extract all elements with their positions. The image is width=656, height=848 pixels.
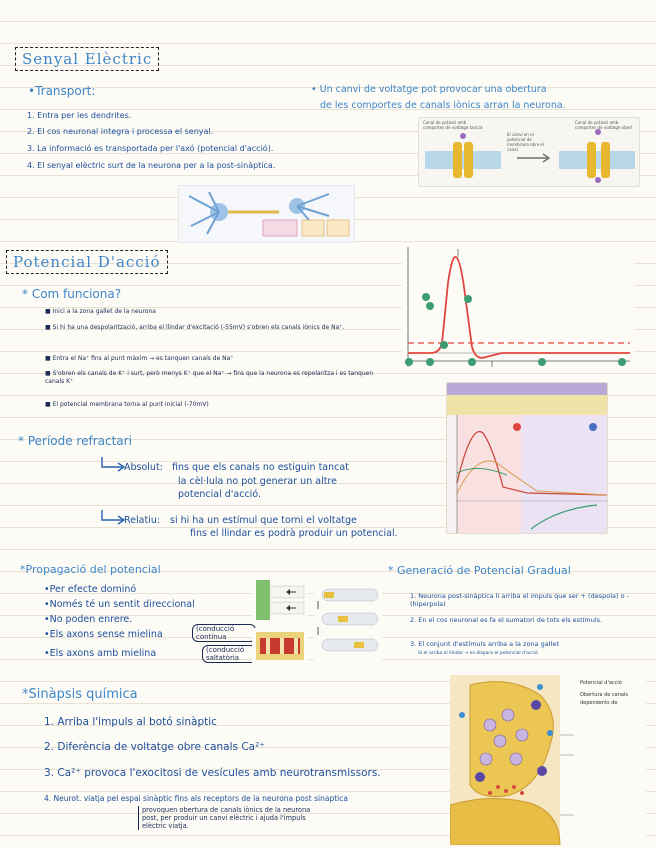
propagation-figure-right [314, 583, 382, 667]
neuron-transport-figure [178, 185, 355, 243]
propagacio-bullet-5: •Els axons amb mielina [44, 648, 157, 659]
section-title-senyal: Senyal Elèctric [15, 47, 159, 71]
channel-fig-left-label: Canal de potassi amb comportes de voltatge tancat [423, 120, 483, 130]
transport-step-2: 2. El cos neuronal integra i processa el senyal. [27, 127, 214, 136]
sinapsis-step-3: 3. Ca²⁺ provoca l'exocitosi de vesícules amb neurotransmissors. [44, 767, 381, 779]
chemical-synapse-figure [450, 675, 646, 845]
potencial-item-2: ■ Si hi ha una despolarització, arriba el llindar d'excitació (-55mV) s'obren els canals iònics de Na⁺. [45, 324, 345, 331]
pill-conduccio-saltatoria: (conducció saltatòria [202, 645, 262, 663]
com-funciona-heading: * Com funciona? [22, 287, 122, 301]
sinapsis-step4-box-line-2: post, per produir un canvi elèctric i ajuda l'impuls [142, 814, 306, 822]
generacio-item-2: 2. En el cos neuronal es fa el sumatori de tots els estímuls. [410, 616, 603, 624]
sinapsis-step4-box-line-3: elèctric viatja. [142, 822, 189, 830]
periode-refractari-heading: * Període refractari [18, 434, 132, 448]
channel-fig-right-label: Canal de potassi amb comportes de voltatge obert [575, 120, 633, 130]
sinapsis-step-1: 1. Arriba l'impuls al botó sinàptic [44, 716, 217, 728]
pill-conduccio-continua: (conducció contínua [192, 624, 256, 642]
transport-heading: •Transport: [28, 84, 96, 98]
synapse-fig-label-1: Potencial d'acció [580, 680, 622, 686]
channel-fig-middle-label: El canvi en el potencial de membrana obre el canal [507, 132, 544, 152]
potencial-item-2-text: Si hi ha una despolarització, arriba el llindar d'excitació (-55mV) s'obren els canals iònics de Na⁺. [52, 324, 345, 331]
propagation-figure-top [252, 578, 308, 622]
sinapsis-step4-box [138, 806, 412, 830]
transport-step-1: 1. Entra per les dendrites. [27, 111, 132, 120]
generacio-heading: * Generació de Potencial Gradual [388, 564, 571, 577]
absolut-line-2: la cèl·lula no pot generar un altre [178, 476, 337, 487]
relatiu-line-2: fins el llindar es podrà produir un potencial. [190, 528, 398, 539]
potencial-item-4: ■ S'obren els canals de K⁺ i surt, però menys K⁺ que el Na⁺ → fins que la neurona es repolaritza i es tanquen canals K⁺ [45, 370, 374, 385]
relatiu-label: Relatiu: [124, 515, 161, 526]
generacio-item-1: 1. Neurona post-sinàptica li arriba el impuls que ser + (despola) o - (hiperpola) [410, 592, 629, 608]
propagation-figure-bottom [252, 628, 308, 664]
propagacio-bullet-4: •Els axons sense mielina [44, 629, 163, 640]
potencial-item-3: ■ Entra el Na⁺ fins al punt màxim → es tanquen canals de Na⁺ [45, 355, 234, 362]
absolut-label: Absolut: [124, 462, 163, 473]
transport-step-3: 3. La informació es transportada per l'axó (potencial d'acció). [27, 144, 274, 153]
absolut-line-3: potencial d'acció. [178, 489, 261, 500]
refractory-period-figure [446, 382, 608, 534]
potencial-item-5-text: El potencial membrana torna al punt inicial (-70mV) [52, 401, 209, 408]
propagacio-heading: *Propagació del potencial [20, 563, 161, 576]
action-potential-graph [402, 243, 634, 373]
generacio-sub-note: Si el arriba al llindar → es dispara el potencial d'acció [418, 651, 538, 656]
section-title-potencial: Potencial D'acció [6, 250, 168, 274]
propagacio-bullet-2: •Només té un sentit direccional [44, 599, 195, 610]
potencial-item-4-text: S'obren els canals de K⁺ i surt, però menys K⁺ que el Na⁺ → fins que la neurona es repolaritza i es tanquen canals K⁺ [45, 370, 374, 385]
generacio-item-3: 3. El conjunt d'estímuls arriba a la zona gallet [410, 640, 559, 648]
sinapsis-step-2: 2. Diferència de voltatge obre canals Ca²⁺ [44, 741, 265, 753]
potencial-item-5: ■ El potencial membrana torna al punt inicial (-70mV) [45, 401, 209, 408]
voltage-note-line-2: de les comportes de canals iònics arran la neurona. [320, 100, 566, 111]
potencial-item-1: ■ Inici a la zona gallet de la neurona [45, 308, 156, 315]
potencial-item-1-text: Inici a la zona gallet de la neurona [52, 308, 156, 315]
synapse-fig-label-3: dependents de [580, 700, 618, 706]
propagacio-bullet-3: •No poden enrere. [44, 614, 133, 625]
sinapsis-step-4: 4. Neurot. viatja pel espai sinàptic fins als receptors de la neurona post sinaptica [44, 794, 348, 803]
propagacio-bullet-1: •Per efecte dominó [44, 584, 137, 595]
sinapsis-heading: *Sinàpsis química [22, 687, 138, 702]
absolut-line-1: fins que els canals no estiguin tancat [172, 462, 349, 473]
relatiu-line-1: si hi ha un estímul que torni el voltatge [170, 515, 357, 526]
voltage-gated-channel-figure [418, 117, 640, 187]
sinapsis-step4-box-line-1: provoquen obertura de canals iònics de la neurona [142, 806, 311, 814]
synapse-fig-label-2: Obertura de canals [580, 692, 628, 698]
voltage-note-line-1: • Un canvi de voltatge pot provocar una obertura [311, 84, 547, 95]
transport-step-4: 4. El senyal elèctric surt de la neurona per a la post-sinàptica. [27, 161, 276, 170]
potencial-item-3-text: Entra el Na⁺ fins al punt màxim → es tanquen canals de Na⁺ [52, 355, 234, 362]
